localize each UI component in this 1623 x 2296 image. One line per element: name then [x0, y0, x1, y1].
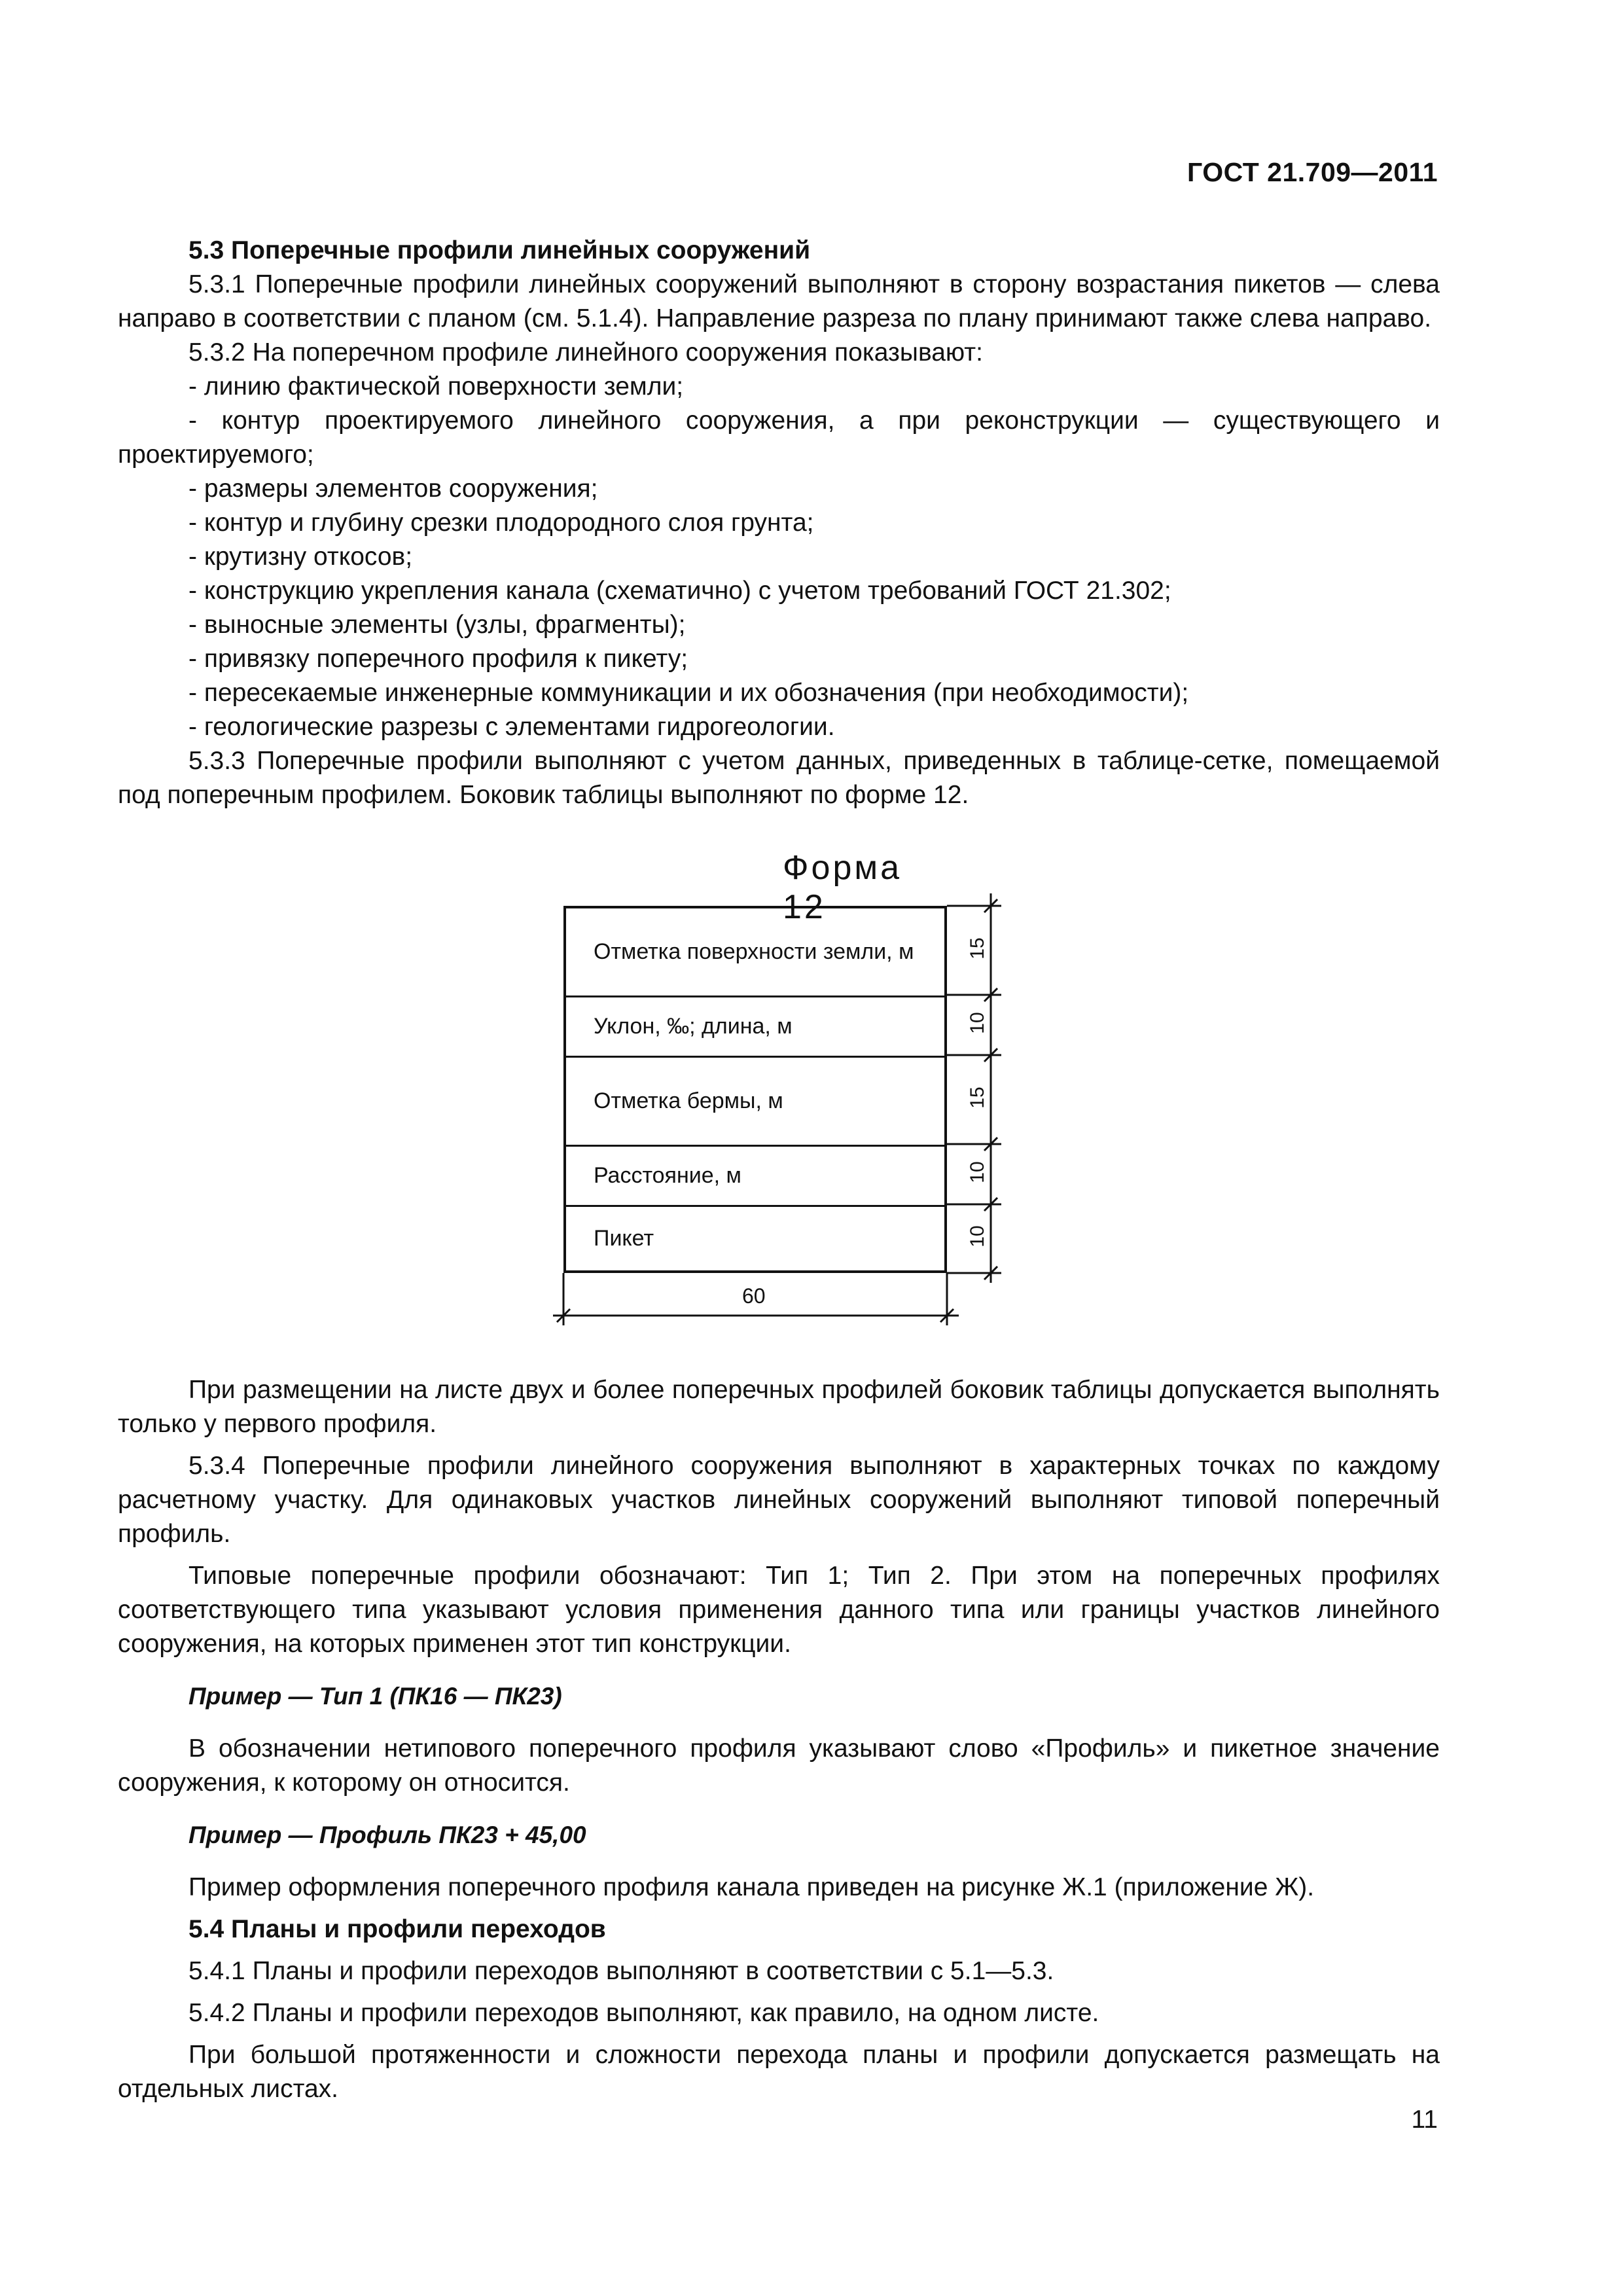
list-item: - выносные элементы (узлы, фрагменты); — [188, 611, 686, 639]
list-item: - пересекаемые инженерные коммуникации и их обозначения (при необходимости); — [188, 679, 1189, 707]
section-5-3-text — [118, 234, 1440, 812]
list-item: - линию фактической поверхности земли; — [188, 372, 684, 401]
list-item: - размеры элементов сооружения; — [188, 475, 598, 503]
row-label: Отметка бермы, м — [594, 1088, 783, 1113]
table-row — [566, 1147, 944, 1207]
section-heading-5-4: 5.4 Планы и профили переходов — [188, 1915, 606, 1943]
paragraph-example-reference: Пример оформления поперечного профиля канала приведен на рисунке Ж.1 (приложение Ж). — [188, 1873, 1315, 1901]
row-height-dimension: 10 — [967, 1161, 988, 1183]
row-height-dimension: 10 — [967, 1012, 988, 1034]
list-item: - конструкцию укрепления канала (схематично) с учетом требований ГОСТ 21.302; — [188, 577, 1171, 605]
paragraph-5-3-4: 5.3.4 Поперечные профили линейного сооружения выполняют в характерных точках по каждому расчетному участку. Для одинаковых участков линейных сооружений выполняют типовой поперечный профиль. — [118, 1452, 1440, 1548]
row-label: Пикет — [594, 1226, 654, 1251]
paragraph-5-3-2: 5.3.2 На поперечном профиле линейного сооружения показывают: — [188, 338, 984, 367]
form-12-table — [563, 906, 947, 1273]
row-label: Уклон, ‰; длина, м — [594, 1014, 793, 1039]
section-heading-5-3: 5.3 Поперечные профили линейных сооружений — [188, 236, 811, 264]
form-title: Форма 12 — [783, 849, 902, 926]
paragraph-typical-profiles: Типовые поперечные профили обозначают: Тип 1; Тип 2. При этом на поперечных профилях соответствующего типа указывают условия применения данного типа или границы участков линейного сооружения, на которых применен этот тип конструкции. — [118, 1562, 1440, 1658]
paragraph-5-3-1: 5.3.1 Поперечные профили линейных сооружений выполняют в сторону возрастания пикетов — слева направо в соответствии с планом (см. 5.1.4). Направление разреза по плану принимают также слева направо. — [118, 270, 1440, 332]
example-profile: Пример — Профиль ПК23 + 45,00 — [188, 1821, 586, 1848]
row-label: Отметка поверхности земли, м — [594, 939, 914, 964]
document-code: ГОСТ 21.709—2011 — [1187, 157, 1438, 187]
list-item: - контур и глубину срезки плодородного слоя грунта; — [188, 509, 814, 537]
list-item: - крутизну откосов; — [188, 543, 413, 571]
table-row — [566, 1207, 944, 1270]
paragraph-separate-sheets: При большой протяженности и сложности перехода планы и профили допускается размещать на отдельных листах. — [118, 2041, 1440, 2103]
page-number: 11 — [1411, 2106, 1438, 2134]
row-label: Расстояние, м — [594, 1163, 741, 1188]
row-height-dimension: 10 — [967, 1225, 988, 1247]
list-item: - привязку поперечного профиля к пикету; — [188, 645, 688, 673]
paragraph-5-3-3: 5.3.3 Поперечные профили выполняют с учетом данных, приведенных в таблице-сетке, помещаемой под поперечным профилем. Боковик таблицы выполняют по форме 12. — [118, 747, 1440, 809]
table-width-dimension: 60 — [742, 1284, 766, 1308]
paragraph-side-table: При размещении на листе двух и более поперечных профилей боковик таблицы допускается выполнять только у первого профиля. — [118, 1376, 1440, 1438]
table-row — [566, 908, 944, 997]
list-item: - контур проектируемого линейного сооружения, а при реконструкции — существующего и проектируемого; — [118, 406, 1440, 469]
row-height-dimension: 15 — [967, 937, 988, 960]
row-height-dimension: 15 — [967, 1086, 988, 1109]
table-row — [566, 1058, 944, 1147]
paragraph-5-4-2: 5.4.2 Планы и профили переходов выполняют, как правило, на одном листе. — [188, 1999, 1099, 2027]
table-row — [566, 997, 944, 1058]
paragraph-nontypical-profile: В обозначении нетипового поперечного профиля указывают слово «Профиль» и пикетное значение сооружения, к которому он относится. — [118, 1734, 1440, 1797]
section-5-3-continued — [118, 1373, 1440, 2106]
paragraph-5-4-1: 5.4.1 Планы и профили переходов выполняют в соответствии с 5.1—5.3. — [188, 1957, 1054, 1985]
list-item: - геологические разрезы с элементами гидрогеологии. — [188, 713, 835, 741]
example-type: Пример — Тип 1 (ПК16 — ПК23) — [188, 1683, 562, 1710]
